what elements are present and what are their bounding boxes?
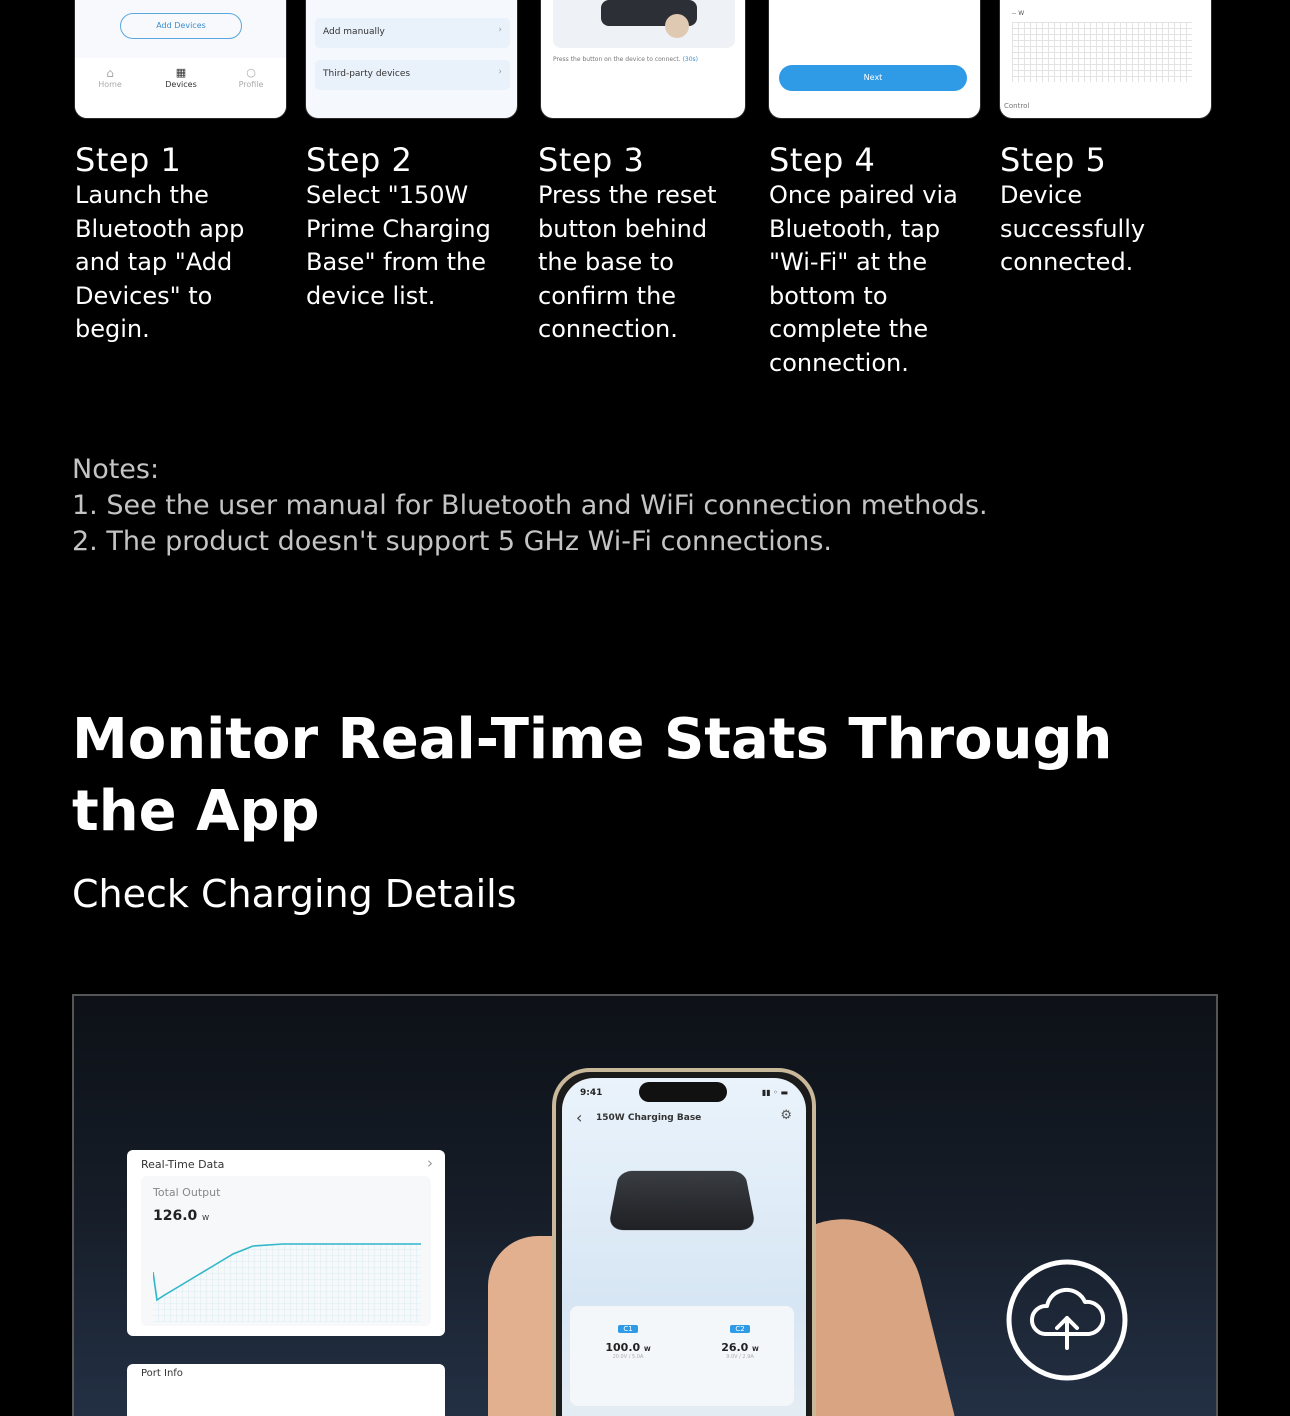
step-3 [538,140,748,347]
step-title: Step 4 [769,141,876,179]
cloud-upload-icon [1005,1258,1129,1382]
app-showcase-image [72,994,1218,1416]
step-description: Device successfully connected. [1000,181,1146,276]
metric-label: Total Output [153,1186,221,1199]
phone-mockup [552,1068,816,1416]
add-manually-item[interactable]: Add manually › [315,18,510,48]
profile-icon: ○ [246,66,256,79]
output-value: -- W [1012,10,1025,17]
port-detail: 9.0V / 2.9A [726,1354,754,1360]
notes-heading: Notes: [72,454,160,485]
step2-screenshot [306,0,517,118]
ports-panel [570,1306,794,1406]
control-label: Control [1004,102,1030,110]
chevron-right-icon: › [498,67,502,77]
step-title: Step 3 [538,141,645,179]
home-icon: ⌂ [106,66,114,80]
port-tag: C2 [730,1325,749,1333]
nav-devices[interactable]: ▦ Devices [160,66,202,89]
metric-unit: W [202,1214,210,1222]
step-5 [1000,140,1210,280]
note-item: 1. See the user manual for Bluetooth and WiFi connection methods. [72,490,988,521]
step-description: Once paired via Bluetooth, tap "Wi-Fi" at the bottom to complete the connection. [769,181,958,377]
port-value: 100.0 [605,1341,641,1354]
chevron-right-icon: › [498,25,502,35]
bottom-nav [75,58,286,118]
card-title: Port Info [141,1368,183,1379]
status-icons: ▮▮ ◦ ▬ [761,1088,788,1097]
phone-screen [562,1078,806,1416]
port-value: 26.0 [721,1341,749,1354]
total-output-panel [141,1176,431,1326]
back-icon[interactable]: ‹ [576,1108,583,1127]
grid-chart [1012,22,1192,82]
port-info-card [127,1364,445,1416]
note-item: 2. The product doesn't support 5 GHz Wi-Fi connections. [72,526,833,557]
device-illustration [553,0,735,48]
third-party-devices-item[interactable]: Third-party devices › [315,60,510,90]
device-title: 150W Charging Base [596,1113,702,1123]
next-button[interactable]: Next [779,65,967,91]
step-title: Step 5 [1000,141,1107,179]
step-title: Step 1 [75,141,182,179]
connect-hint: Press the button on the device to connect. (30s) [553,56,699,63]
chevron-right-icon: › [427,1154,433,1172]
port-c2: C2 26.0 W 9.0V / 2.9A [700,1316,780,1360]
chart-area [153,1244,421,1322]
port-c1: C1 100.0 W 20.0V / 5.0A [588,1316,668,1360]
card-title: Real-Time Data [141,1158,225,1171]
add-devices-button[interactable]: Add Devices [120,13,242,39]
step-description: Launch the Bluetooth app and tap "Add Devices" to begin. [75,181,245,343]
nav-home[interactable]: ⌂ Home [93,66,127,89]
realtime-data-card [127,1150,445,1336]
dynamic-island [639,1082,727,1102]
section-headline: Monitor Real-Time Stats Through the App [72,707,1113,844]
status-time: 9:41 [580,1088,603,1098]
metric-value: 126.0 [153,1208,198,1224]
step-description: Press the reset button behind the base to confirm the connection. [538,181,717,343]
step4-screenshot [769,0,980,118]
step-4 [769,140,979,380]
devices-icon: ▦ [175,66,187,79]
settings-icon[interactable]: ⚙ [780,1108,792,1123]
charging-base-image [608,1171,757,1230]
port-detail: 20.0V / 5.0A [612,1354,644,1360]
step-1 [75,140,285,347]
nav-profile[interactable]: ○ Profile [233,66,269,89]
section-subheadline: Check Charging Details [72,872,517,916]
step-2 [306,140,516,313]
step1-screenshot [75,0,286,118]
step-title: Step 2 [306,141,413,179]
step3-screenshot [541,0,745,118]
step5-screenshot [1000,0,1211,118]
step-description: Select "150W Prime Charging Base" from the device list. [306,181,491,310]
output-line-chart [153,1232,421,1322]
hand-icon [665,14,689,38]
metric-value-row [153,1208,209,1224]
port-tag: C1 [618,1325,637,1333]
notes [72,452,988,560]
